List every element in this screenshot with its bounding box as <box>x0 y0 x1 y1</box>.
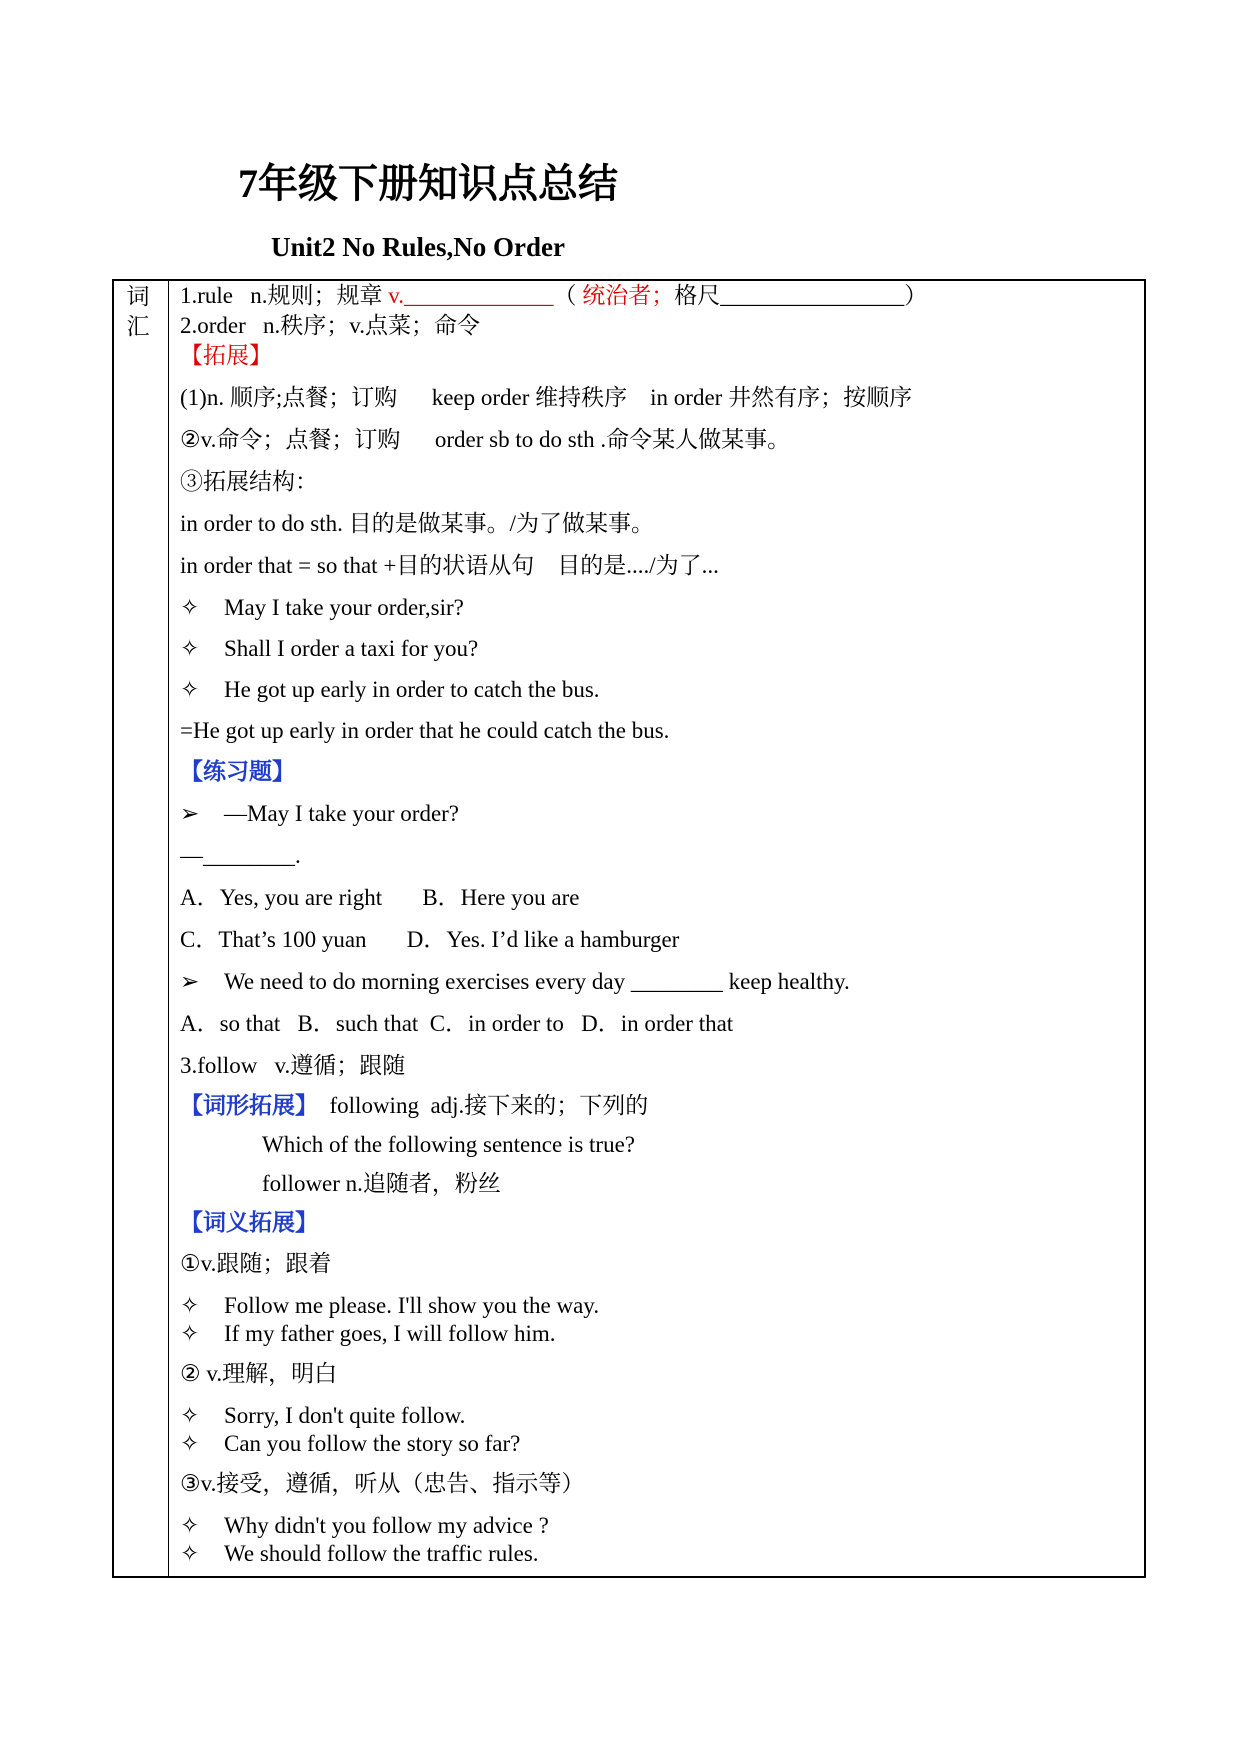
meaning-expansion-heading: 【词义拓展】 <box>180 1210 318 1235</box>
star-bullet-icon: ✧ <box>180 595 200 620</box>
example-line: ✧ If my father goes, I will follow him. <box>180 1321 556 1346</box>
exercise-heading: 【练习题】 <box>180 759 295 784</box>
example-line: =He got up early in order that he could catch the bus. <box>180 718 670 743</box>
arrow-bullet-icon: ➢ <box>180 969 200 994</box>
star-bullet-icon: ✧ <box>180 1541 200 1566</box>
follow-sense-1: ①v.跟随；跟着 <box>180 1251 332 1276</box>
entry-order: 2.order n.秩序；v.点菜；命令 <box>180 313 481 338</box>
word-form-expansion: 【词形拓展】 following adj.接下来的；下列的 <box>180 1093 649 1118</box>
follower-definition: follower n.追随者，粉丝 <box>262 1171 501 1196</box>
document-title: 7年级下册知识点总结 <box>238 161 618 206</box>
column-divider <box>168 279 169 1578</box>
example-line: ✧ May I take your order,sir? <box>180 595 464 620</box>
example-line: ✧ Why didn't you follow my advice ? <box>180 1513 549 1538</box>
example-line: ✧ Follow me please. I'll show you the way. <box>180 1293 600 1318</box>
entry-rule: 1.rule n.规则；规章 v._____________（ 统治者；格尺________________） <box>180 283 928 308</box>
exercise-blank: —________. <box>180 843 301 868</box>
exercise-options-cd: C．That’s 100 yuan D．Yes. I’d like a hamburger <box>180 927 680 952</box>
unit-subtitle: Unit2 No Rules,No Order <box>271 232 565 262</box>
example-line: ✧ He got up early in order to catch the bus. <box>180 677 600 702</box>
order-sense-1: (1)n. 顺序;点餐；订购 keep order 维持秩序 in order 井然有序；按顺序 <box>180 385 913 410</box>
follow-sense-2: ② v.理解，明白 <box>180 1361 338 1386</box>
following-example: Which of the following sentence is true? <box>262 1132 635 1157</box>
follow-sense-3: ③v.接受，遵循，听从（忠告、指示等） <box>180 1471 585 1496</box>
exercise-question-2: ➢ We need to do morning exercises every day ________ keep healthy. <box>180 969 850 994</box>
structure-in-order-that: in order that = so that +目的状语从句 目的是..../为了... <box>180 553 719 578</box>
example-line: ✧ Shall I order a taxi for you? <box>180 636 479 661</box>
star-bullet-icon: ✧ <box>180 1513 200 1538</box>
star-bullet-icon: ✧ <box>180 677 200 702</box>
exercise-options-ab: A．Yes, you are right B．Here you are <box>180 885 580 910</box>
star-bullet-icon: ✧ <box>180 1431 200 1456</box>
expand-heading: 【拓展】 <box>180 343 272 368</box>
vocabulary-label <box>124 282 152 342</box>
exercise-options: A．so that B．such that C．in order to D．in order that <box>180 1011 734 1036</box>
star-bullet-icon: ✧ <box>180 636 200 661</box>
star-bullet-icon: ✧ <box>180 1403 200 1428</box>
entry-follow: 3.follow v.遵循；跟随 <box>180 1053 406 1078</box>
vocabulary-label-char-1: 词 <box>126 284 150 309</box>
arrow-bullet-icon: ➢ <box>180 801 200 826</box>
star-bullet-icon: ✧ <box>180 1321 200 1346</box>
order-sense-2: ②v.命令；点餐；订购 order sb to do sth .命令某人做某事。 <box>180 427 791 452</box>
order-structure-heading: ③拓展结构： <box>180 469 318 494</box>
example-line: ✧ Sorry, I don't quite follow. <box>180 1403 466 1428</box>
example-line: ✧ Can you follow the story so far? <box>180 1431 521 1456</box>
vocabulary-label-char-2: 汇 <box>126 314 150 339</box>
star-bullet-icon: ✧ <box>180 1293 200 1318</box>
exercise-question-1: ➢ —May I take your order? <box>180 801 460 826</box>
structure-in-order-to: in order to do sth. 目的是做某事。/为了做某事。 <box>180 511 655 536</box>
example-line: ✧ We should follow the traffic rules. <box>180 1541 539 1566</box>
